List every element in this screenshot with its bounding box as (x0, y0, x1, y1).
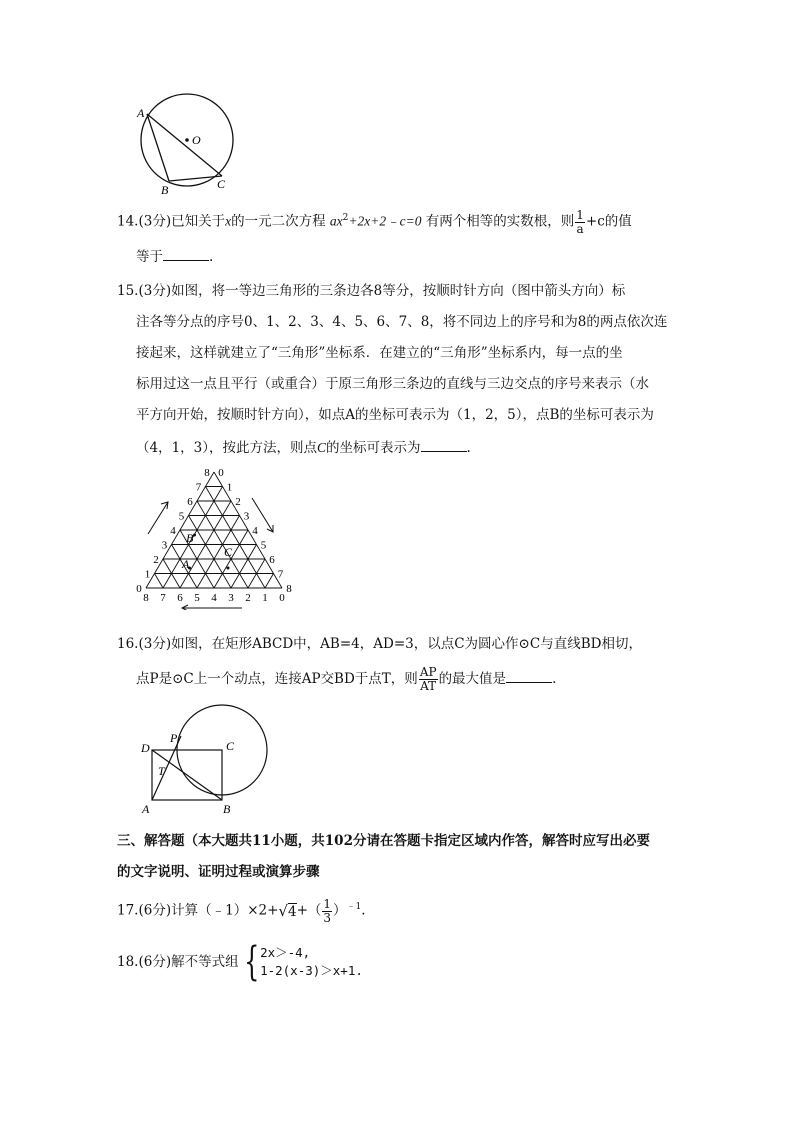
bottom-edge-label: 1 (262, 592, 268, 604)
arrow-bottom (182, 605, 242, 610)
q15-line1: 如图，将一等边三角形的三条边各8等分，按顺时针方向（图中箭头方向）标 (171, 283, 626, 299)
point-label-b: B (186, 531, 194, 545)
label-a: A (142, 802, 150, 816)
bottom-edge-label: 6 (177, 592, 183, 604)
question-15-line-3: 接起来，这样就建立了“三角形”坐标系．在建立的“三角形”坐标系内，每一点的坐 (136, 345, 623, 361)
q18-pre: 解不等式组 (171, 954, 239, 970)
arrow-left-side (148, 502, 168, 534)
left-edge-label: 8 (204, 467, 210, 479)
right-edge-label: 6 (269, 554, 275, 566)
q15-score: (3分) (138, 283, 172, 299)
q17-sqrt-value: 4 (287, 903, 297, 920)
q14-eq-a: ax (329, 213, 343, 229)
bottom-edge-label: 0 (279, 592, 285, 604)
section-3-heading-line-1: 三、解答题（本大题共11小题，共102分请在答题卡指定区域内作答，解答时应写出必要 (117, 833, 650, 849)
q14-var-x: x (225, 213, 232, 229)
center-point-o (185, 138, 189, 142)
q14-fraction (575, 209, 585, 236)
q16-frac-den: AT (420, 679, 437, 693)
q14-text-mid2: 有两个相等的实数根，则 (425, 213, 575, 230)
label-p: P (170, 731, 178, 745)
grid-line-parallel-left (265, 574, 274, 589)
q17-sqrt: √4 (278, 901, 297, 920)
q17-score: (6分) (138, 902, 172, 919)
q17-frac-num: 1 (323, 896, 332, 911)
q15-answer-blank[interactable] (421, 437, 467, 452)
q14-frac-den: a (576, 221, 584, 236)
bottom-edge-label: 5 (194, 592, 200, 604)
q17-exponent: ﹣1 (346, 902, 362, 912)
q17-number: 17. (117, 902, 139, 919)
left-edge-label: 5 (178, 510, 185, 523)
right-edge-label: 3 (243, 510, 250, 523)
q14-text-pre: 已知关于 (171, 213, 226, 230)
q17-end: . (361, 902, 366, 919)
q15-end: . (466, 440, 471, 456)
q16-number: 16. (117, 636, 139, 652)
label-b: B (161, 183, 169, 197)
q16-score: (3分) (138, 636, 172, 652)
left-edge-label: 4 (170, 525, 176, 537)
q18-brace: { (243, 939, 259, 985)
q15-line6b: C (317, 440, 327, 455)
segment-bc (169, 176, 222, 181)
label-a: A (137, 106, 145, 120)
q17-post: ） (333, 902, 347, 919)
left-edge-label: 1 (144, 568, 151, 581)
triangle-coordinate-figure (130, 462, 300, 610)
q14-eq-sup: 2 (342, 213, 349, 223)
label-c: C (226, 739, 235, 753)
question-15-line-2: 注各等分点的序号0、1、2、3、4、5、6、7、8，将不同边上的序号和为8的两点依次连 (136, 314, 668, 330)
q16-answer-blank[interactable] (506, 668, 552, 683)
question-14-line-1 (117, 208, 632, 236)
q15-number: 15. (117, 283, 139, 299)
bottom-edge-label: 7 (160, 592, 166, 604)
q18-score: (6分) (138, 954, 172, 970)
segment-ab (147, 114, 169, 181)
left-edge-label: 7 (195, 481, 202, 494)
segment-ac (147, 114, 222, 176)
question-15-line-6 (136, 437, 471, 458)
question-18 (117, 939, 363, 985)
point-b-dot (193, 534, 196, 537)
q17-pre: 计算（﹣1）×2+ (171, 902, 279, 919)
triangle-grid-lines (146, 472, 282, 588)
q16-frac-num: AP (419, 665, 437, 679)
q14-number: 14. (117, 213, 139, 230)
q16-fraction (419, 666, 438, 693)
bottom-edge-label: 4 (211, 592, 217, 604)
point-label-a: A (182, 557, 190, 571)
right-edge-label: 4 (252, 525, 258, 537)
bottom-edge-label: 3 (228, 592, 234, 604)
label-c: C (217, 177, 226, 191)
q14-answer-blank[interactable] (163, 246, 209, 261)
q18-number: 18. (117, 954, 139, 970)
label-b: B (223, 802, 231, 816)
question-15-line-5: 平方向开始，按顺时针方向），如点A的坐标可表示为（1，2，5），点B的坐标可表示为 (136, 407, 654, 423)
left-edge-label: 6 (187, 496, 193, 508)
bottom-edge-label: 2 (245, 592, 251, 604)
q14-line2: 等于 (136, 249, 163, 265)
q18-inequality-system (239, 939, 363, 985)
question-15-line-4: 标用过这一点且平行（或重合）于原三角形三条边的直线与三边交点的序号来表示（水 (136, 376, 649, 392)
right-edge-label: 7 (277, 568, 284, 581)
q14-eq-rest: +2x+2﹣c=0 (348, 213, 422, 229)
q16-end: . (552, 671, 557, 687)
left-edge-label: 0 (136, 583, 142, 595)
q15-line6c: 的坐标可表示为 (326, 440, 421, 456)
q16-line2b: 的最大值是 (438, 671, 507, 687)
question-16-line-1 (117, 634, 642, 654)
question-17 (117, 897, 366, 925)
grid-line-parallel-left (197, 516, 240, 589)
q16-line1: 如图，在矩形ABCD中，AB=4，AD=3，以点C为圆心作⊙C与直线BD相切， (171, 636, 642, 652)
q14-end: . (209, 249, 214, 265)
q15-line6a: （4，1，3），按此方法，则点 (136, 440, 318, 456)
triangle-number-labels (136, 467, 292, 604)
right-edge-label: 0 (218, 467, 224, 479)
circle-figure-q13 (135, 92, 245, 200)
question-16-line-2 (136, 666, 556, 693)
q18-inequality-2: 1-2(x-3)＞x+1. (260, 963, 363, 978)
label-o: O (192, 133, 201, 147)
q17-fraction (322, 898, 332, 925)
q14-text-mid1: 的一元二次方程 (231, 213, 326, 230)
right-edge-label: 8 (286, 583, 292, 595)
right-edge-label: 2 (235, 496, 241, 508)
right-edge-label: 1 (226, 481, 233, 494)
q16-line2a: 点P是⊙C上一个动点，连接AP交BD于点T，则 (136, 671, 418, 687)
left-edge-label: 2 (153, 554, 159, 566)
point-label-c: C (224, 545, 233, 559)
q17-mid: +（ (296, 902, 322, 919)
q14-text-post: +c的值 (585, 213, 632, 230)
section-3-heading-line-2: 的文字说明、证明过程或演算步骤 (117, 864, 320, 880)
point-c-dot (227, 567, 230, 570)
q14-frac-num: 1 (576, 207, 584, 222)
grid-line-parallel-right (155, 574, 164, 589)
label-t: T (158, 764, 165, 778)
right-edge-label: 5 (260, 539, 267, 552)
q14-score: (3分) (138, 213, 172, 230)
q18-inequality-1: 2x＞-4, (260, 945, 311, 960)
q17-frac-den: 3 (323, 910, 332, 925)
bottom-edge-label: 8 (143, 592, 149, 604)
label-d: D (141, 741, 150, 755)
question-14-line-2 (136, 246, 213, 267)
rectangle-circle-figure (136, 700, 276, 816)
question-15-line-1 (117, 281, 625, 301)
left-edge-label: 3 (161, 539, 168, 552)
